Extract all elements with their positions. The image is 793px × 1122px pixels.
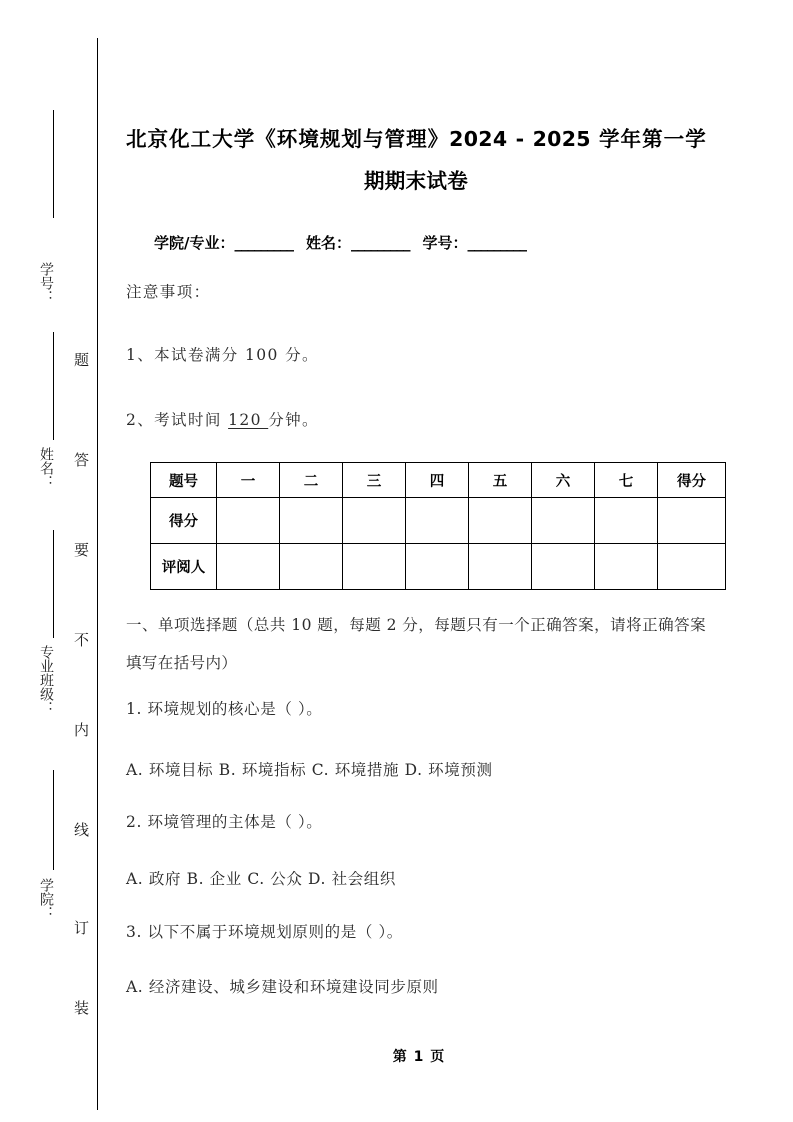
seal-char-7: 订 <box>72 920 90 935</box>
table-row <box>151 544 726 590</box>
notices-heading: 注意事项： <box>126 283 211 301</box>
seal-char-2: 答 <box>72 452 90 467</box>
name-label: 姓名： <box>305 234 351 252</box>
content-column <box>126 0 712 1122</box>
reviewer-cell[interactable] <box>406 544 469 590</box>
score-table-header-cell: 四 <box>406 463 469 498</box>
score-table-header-cell: 七 <box>595 463 658 498</box>
notice-item-1: 1、本试卷满分 100 分。 <box>126 346 319 364</box>
reviewer-cell[interactable] <box>658 544 726 590</box>
page-title: 北京化工大学《环境规划与管理》2024 - 2025 学年第一学期期末试卷 <box>126 127 706 193</box>
college-major-blank[interactable]: _________ <box>234 234 293 252</box>
score-cell[interactable] <box>406 498 469 544</box>
table-row <box>151 498 726 544</box>
field-label-name: 姓名： <box>38 447 54 489</box>
student-id-blank-rule <box>53 110 54 218</box>
score-cell[interactable] <box>217 498 280 544</box>
reviewer-cell[interactable] <box>532 544 595 590</box>
page-footer: 第 1 页 <box>392 1049 446 1065</box>
seal-char-8: 装 <box>72 1000 90 1015</box>
field-label-college: 学院： <box>38 878 54 920</box>
name-blank-rule <box>53 332 54 440</box>
student-id-label: 学号： <box>422 234 468 252</box>
score-table-header-cell: 得分 <box>658 463 726 498</box>
section-1-heading: 一、单项选择题（总共 10 题，每题 2 分，每题只有一个正确答案，请将正确答案填写在括号内） <box>126 616 706 672</box>
class-blank-rule <box>53 530 54 638</box>
reviewer-cell[interactable] <box>343 544 406 590</box>
sealing-line-rule <box>97 38 98 1110</box>
question-3-options: A. 经济建设、城乡建设和环境建设同步原则 <box>126 978 439 996</box>
student-info-line <box>154 232 710 253</box>
seal-char-3: 要 <box>72 542 90 557</box>
score-cell[interactable] <box>280 498 343 544</box>
question-1-options: A. 环境目标 B. 环境指标 C. 环境措施 D. 环境预测 <box>126 761 493 779</box>
reviewer-cell[interactable] <box>280 544 343 590</box>
college-blank-rule <box>53 770 54 870</box>
score-table-header-cell: 六 <box>532 463 595 498</box>
notice-2-suffix: 分钟。 <box>268 411 319 429</box>
reviewer-cell[interactable] <box>469 544 532 590</box>
seal-char-1: 题 <box>72 352 90 367</box>
exam-duration-value: 120 <box>228 411 269 429</box>
reviewer-cell[interactable] <box>217 544 280 590</box>
name-blank[interactable]: _________ <box>351 234 410 252</box>
field-label-class: 专业班级： <box>38 645 54 715</box>
question-2-stem: 2. 环境管理的主体是（ ）。 <box>126 813 323 831</box>
seal-char-6: 线 <box>72 822 90 837</box>
student-id-blank[interactable]: _________ <box>467 234 527 252</box>
score-table-header-cell: 题号 <box>151 463 217 498</box>
college-major-label: 学院/专业： <box>154 234 235 252</box>
score-table-header-cell: 五 <box>469 463 532 498</box>
score-table-header-cell: 一 <box>217 463 280 498</box>
seal-char-5: 内 <box>72 722 90 737</box>
score-table-header-cell: 三 <box>343 463 406 498</box>
notice-item-2 <box>126 408 319 430</box>
question-2-options: A. 政府 B. 企业 C. 公众 D. 社会组织 <box>126 870 396 888</box>
notice-2-prefix: 2、考试时间 <box>126 411 229 429</box>
score-cell[interactable] <box>469 498 532 544</box>
reviewer-cell[interactable] <box>595 544 658 590</box>
score-cell[interactable] <box>343 498 406 544</box>
score-cell[interactable] <box>532 498 595 544</box>
score-table-header-row <box>151 463 726 498</box>
score-row-label: 得分 <box>151 498 217 544</box>
score-row-label: 评阅人 <box>151 544 217 590</box>
score-cell[interactable] <box>658 498 726 544</box>
score-table-header-cell: 二 <box>280 463 343 498</box>
question-1-stem: 1. 环境规划的核心是（ ）。 <box>126 700 323 718</box>
question-3-stem: 3. 以下不属于环境规划原则的是（ ）。 <box>126 923 403 941</box>
field-label-student-id: 学号： <box>38 262 54 304</box>
score-cell[interactable] <box>595 498 658 544</box>
score-table <box>150 462 726 590</box>
seal-char-4: 不 <box>72 632 90 647</box>
